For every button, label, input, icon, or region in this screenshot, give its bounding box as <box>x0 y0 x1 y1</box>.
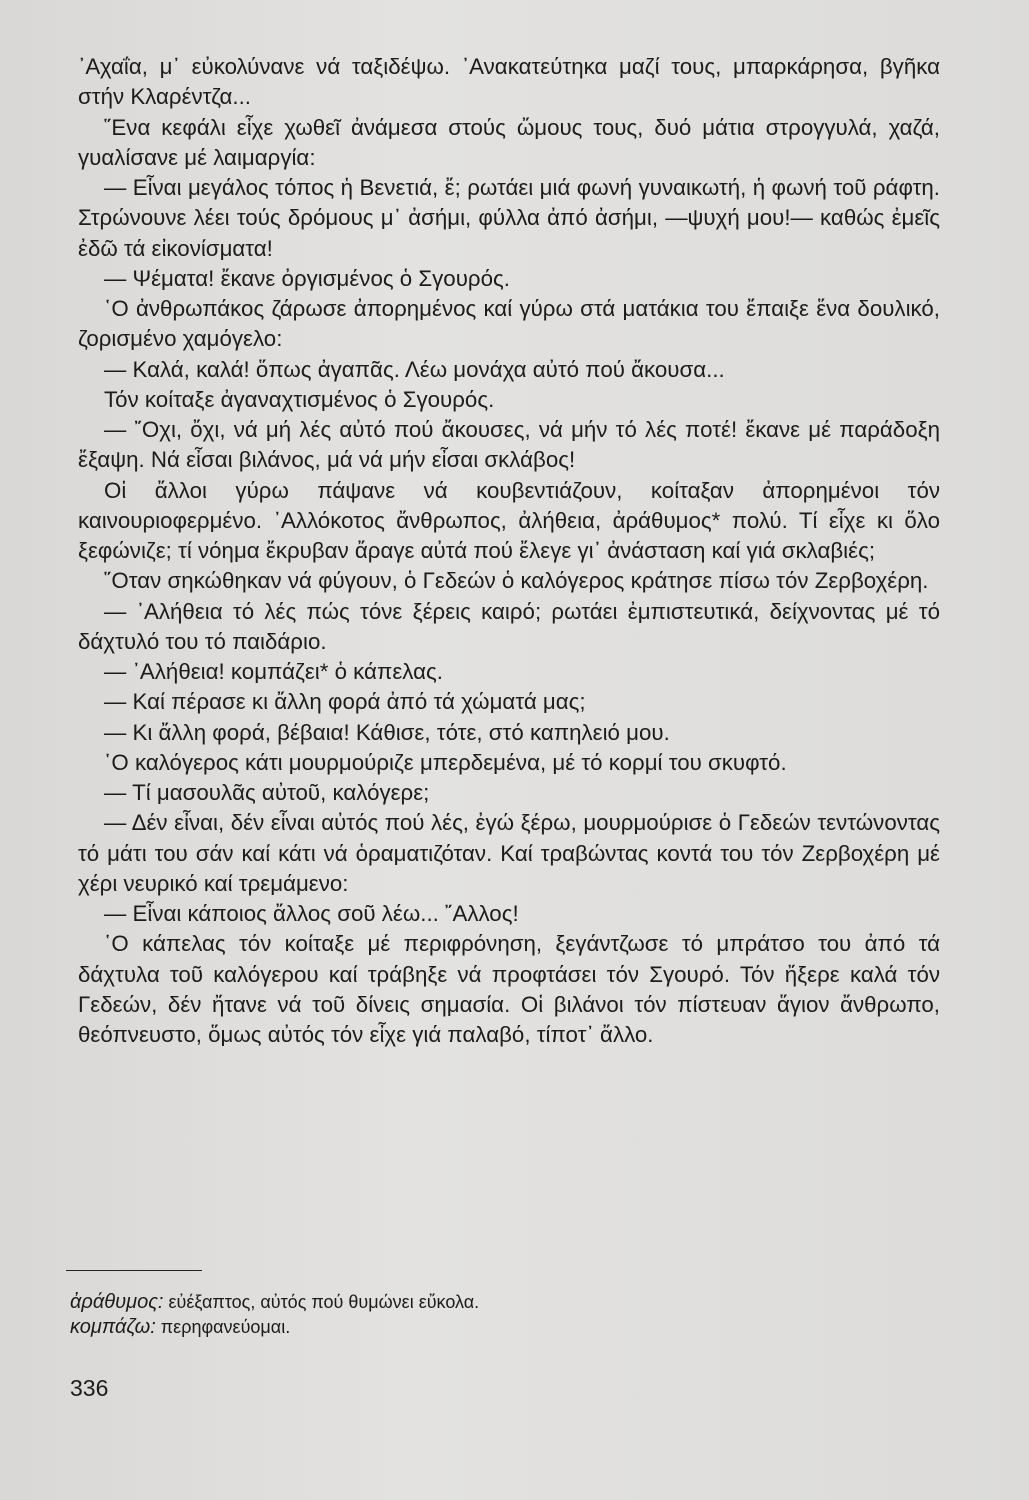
paragraph: ῞Οταν σηκώθηκαν νά φύγουν, ὁ Γεδεών ὁ καλόγερος κράτησε πίσω τόν Ζερβοχέρη. <box>104 568 929 594</box>
paragraph: ῾Ο κάπελας τόν κοίταξε μέ περιφρόνηση, ξεγάντζωσε τό μπράτσο του ἀπό τά δάχτυλα τοῦ καλόγερου καί τράβηξε νά προφτάσει τόν Σγουρό. Τόν ἤξερε καλά τόν Γεδεών, δέν ἤτανε νά τοῦ δίνεις σημασία. Οἱ βιλάνοι τόν πίστευαν ἅγιον ἄνθρωπο, θεόπνευστο, ὅμως αὐτός τόν εἶχε γιά παλαβό, τίποτ᾿ ἄλλο. <box>78 931 940 1047</box>
paragraph: — Εἶναι κάποιος ἄλλος σοῦ λέω... ῎Αλλος! <box>104 901 519 926</box>
paragraph: — Τί μασουλᾶς αὐτοῦ, καλόγερε; <box>104 780 430 805</box>
paragraph: ῾Ο ἀνθρωπάκος ζάρωσε ἀπορημένος καί γύρω στά ματάκια του ἔπαιξε ἕνα δουλικό, ζορισμένο χαμόγελο: <box>78 296 940 352</box>
footnote-term: ἀράθυμος: <box>70 1291 164 1313</box>
footnote-term: κομπάζω: <box>70 1316 156 1338</box>
footnote-definition: εὐέξαπτος, αὐτός πού θυμώνει εὔκολα. <box>163 1292 480 1312</box>
footnote-arathymos <box>70 1290 479 1315</box>
body-text <box>78 52 940 1050</box>
paragraph: — Καί πέρασε κι ἄλλη φορά ἀπό τά χώματά μας; <box>104 689 586 715</box>
paragraph: — ᾿Αλήθεια τό λές πώς τόνε ξέρεις καιρό; ρωτάει ἐμπιστευτικά, δείχνοντας μέ τό δάχτυλό του τό παιδάριο. <box>78 598 940 654</box>
paragraph: — ῎Οχι, ὄχι, νά μή λές αὐτό πού ἄκουσες, νά μήν τό λές ποτέ! ἔκανε μέ παράδοξη ἔξαψη. Νά εἶσαι βιλάνος, μά νά μήν εἶσαι σκλάβος! <box>78 417 940 473</box>
paragraph: — Δέν εἶναι, δέν εἶναι αὐτός πού λές, ἐγώ ξέρω, μουρμούρισε ὁ Γεδεών τεντώνοντας τό μάτι του σάν καί κάτι νά ὁραματιζόταν. Καί τραβώντας κοντά του τόν Ζερβοχέρη μέ χέρι νευρικό καί τρεμάμενο: <box>78 810 940 896</box>
footnote-definition: περηφανεύομαι. <box>155 1317 291 1337</box>
paragraph: ᾿Αχαΐα, μ᾿ εὐκολύνανε νά ταξιδέψω. ᾿Ανακατεύτηκα μαζί τους, μπαρκάρησα, βγῆκα στήν Κλαρέντζα... <box>78 54 940 110</box>
paragraph: — Εἶναι μεγάλος τόπος ἡ Βενετιά, ἔ; ρωτάει μιά φωνή γυναικωτή, ἡ φωνή τοῦ ράφτη. Στρώνουνε λέει τούς δρόμους μ᾿ ἀσήμι, φύλλα ἀπό ἀσήμι, —ψυχή μου!— καθώς ἐμεῖς ἐδῶ τά εἰκονίσματα! <box>78 175 940 261</box>
paragraph: — ᾿Αλήθεια! κομπάζει* ὁ κάπελας. <box>104 659 443 684</box>
paragraph: ῞Ενα κεφάλι εἶχε χωθεῖ ἀνάμεσα στούς ὤμους τους, δυό μάτια στρογγυλά, χαζά, γυαλίσανε μέ λαιμαργία: <box>78 114 940 170</box>
page-number: 336 <box>70 1375 109 1401</box>
paragraph: — Κι ἄλλη φορά, βέβαια! Κάθισε, τότε, στό καπηλειό μου. <box>104 719 670 745</box>
paragraph: Οἱ ἄλλοι γύρω πάψανε νά κουβεντιάζουν, κοίταξαν ἀπορημένοι τόν καινουριοφερμένο. ᾿Αλλόκοτος ἄνθρωπος, ἀλήθεια, ἀράθυμος* πολύ. Τί εἶχε κι ὅλο ξεφώνιζε; τί νόημα ἔκρυβαν ἄραγε αὐτά πού ἔλεγε γι᾿ ἀνάσταση καί γιά σκλαβιές; <box>78 477 940 563</box>
footnotes <box>70 1290 479 1340</box>
paragraph: — Ψέματα! ἔκανε ὀργισμένος ὁ Σγουρός. <box>104 265 510 291</box>
paragraph: ῾Ο καλόγερος κάτι μουρμούριζε μπερδεμένα, μέ τό κορμί του σκυφτό. <box>104 749 787 775</box>
paragraph: — Καλά, καλά! ὅπως ἀγαπᾶς. Λέω μονάχα αὐτό πού ἄκουσα... <box>104 356 725 382</box>
footnote-kompazo <box>70 1315 479 1340</box>
footnote-divider <box>66 1270 202 1271</box>
paragraph: Τόν κοίταξε ἀγαναχτισμένος ὁ Σγουρός. <box>104 386 495 412</box>
